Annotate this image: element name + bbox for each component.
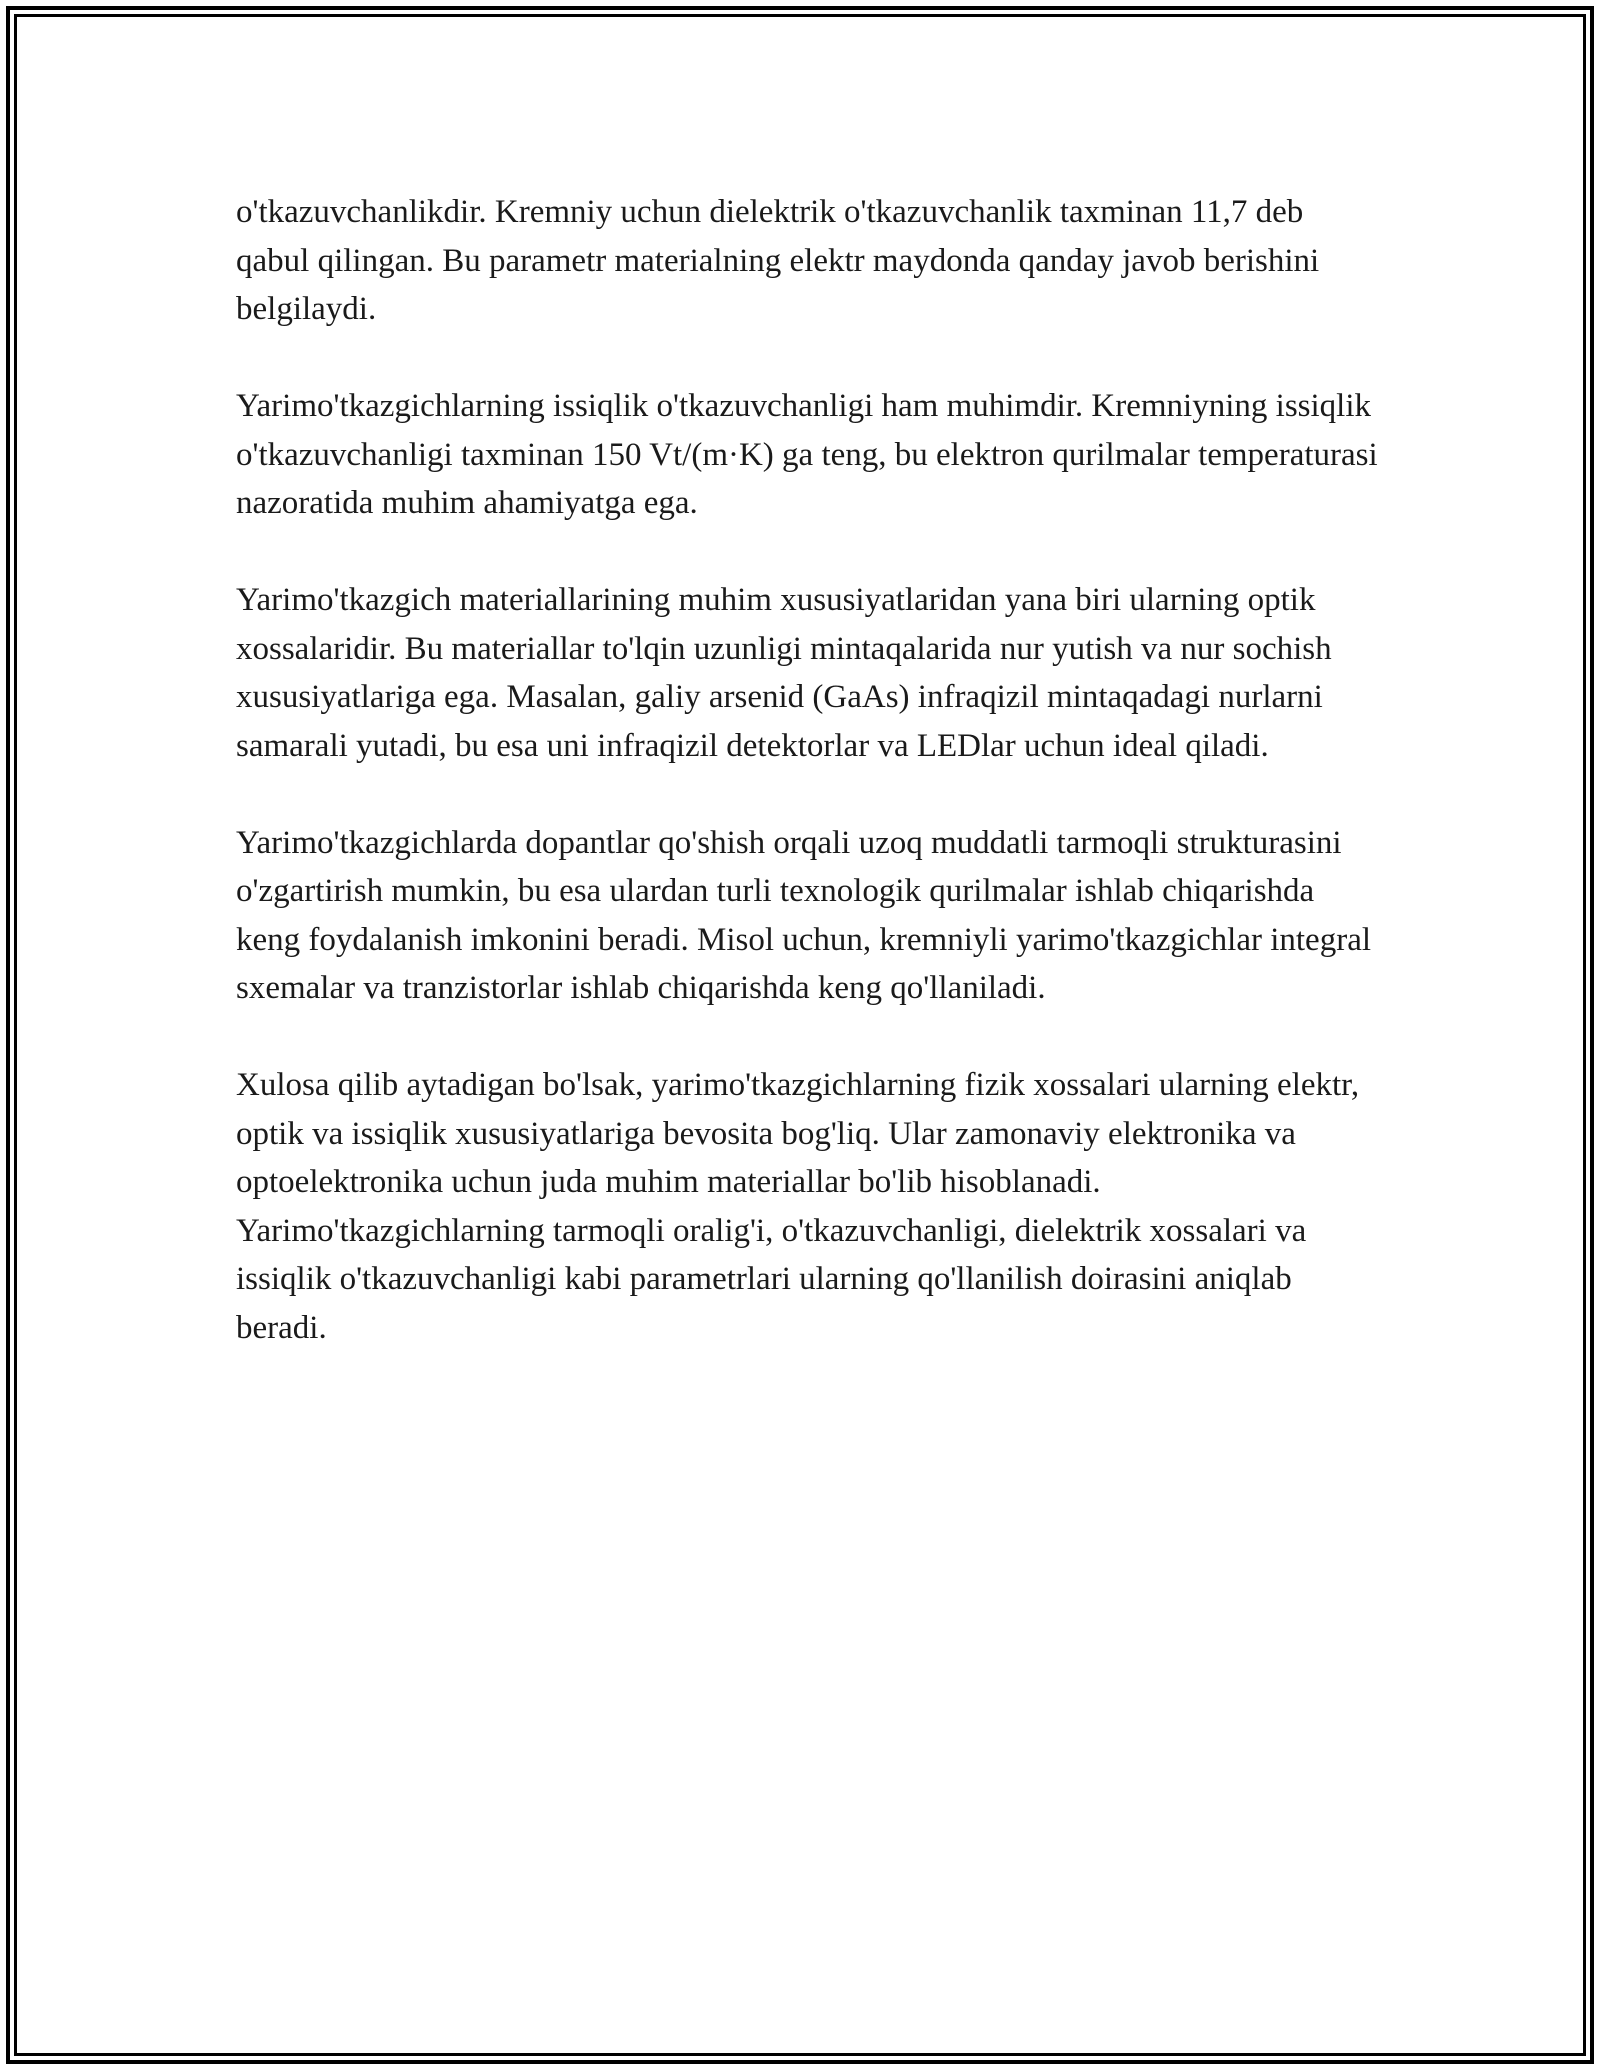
paragraph-dielectric-permittivity: o'tkazuvchanlikdir. Kremniy uchun dielektrik o'tkazuvchanlik taxminan 11,7 deb qabul qilingan. Bu parametr materialning elektr maydonda qanday javob berishini belgilaydi.: [236, 194, 1320, 327]
paragraph-conclusion: Xulosa qilib aytadigan bo'lsak, yarimo'tkazgichlarning fizik xossalari ularning elektr, optik va issiqlik xususiyatlariga bevosita bog'liq. Ular zamonaviy elektronika va optoelektronika uchun juda muhim materiallar bo'lib hisoblanadi. Yarimo'tkazgichlarning tarmoqli oralig'i, o'tkazuvchanligi, dielektrik xossalari va issiqlik o'tkazuvchanligi kabi parametrlari ularning qo'llanilish doirasini aniqlab beradi.: [236, 1067, 1360, 1346]
paragraph-optical-properties: Yarimo'tkazgich materiallarining muhim xususiyatlaridan yana biri ularning optik xossalaridir. Bu materiallar to'lqin uzunligi mintaqalarida nur yutish va nur sochish xususiyatlariga ega. Masalan, galiy arsenid (GaAs) infraqizil mintaqadagi nurlarni samarali yutadi, bu esa uni infraqizil detektorlar va LEDlar uchun ideal qiladi.: [236, 582, 1332, 764]
paragraph-thermal-conductivity: Yarimo'tkazgichlarning issiqlik o'tkazuvchanligi ham muhimdir. Kremniyning issiqlik o'tkazuvchanligi taxminan 150 Vt/(m·K) ga teng, bu elektron qurilmalar temperaturasi nazoratida muhim ahamiyatga ega.: [236, 388, 1378, 521]
paragraph-doping: Yarimo'tkazgichlarda dopantlar qo'shish orqali uzoq muddatli tarmoqli strukturasini o'zgartirish mumkin, bu esa ulardan turli texnologik qurilmalar ishlab chiqarishda keng foydalanish imkonini beradi. Misol uchun, kremniyli yarimo'tkazgichlar integral sxemalar va tranzistorlar ishlab chiqarishda keng qo'llaniladi.: [236, 824, 1372, 1006]
document-body: [236, 188, 1381, 1352]
